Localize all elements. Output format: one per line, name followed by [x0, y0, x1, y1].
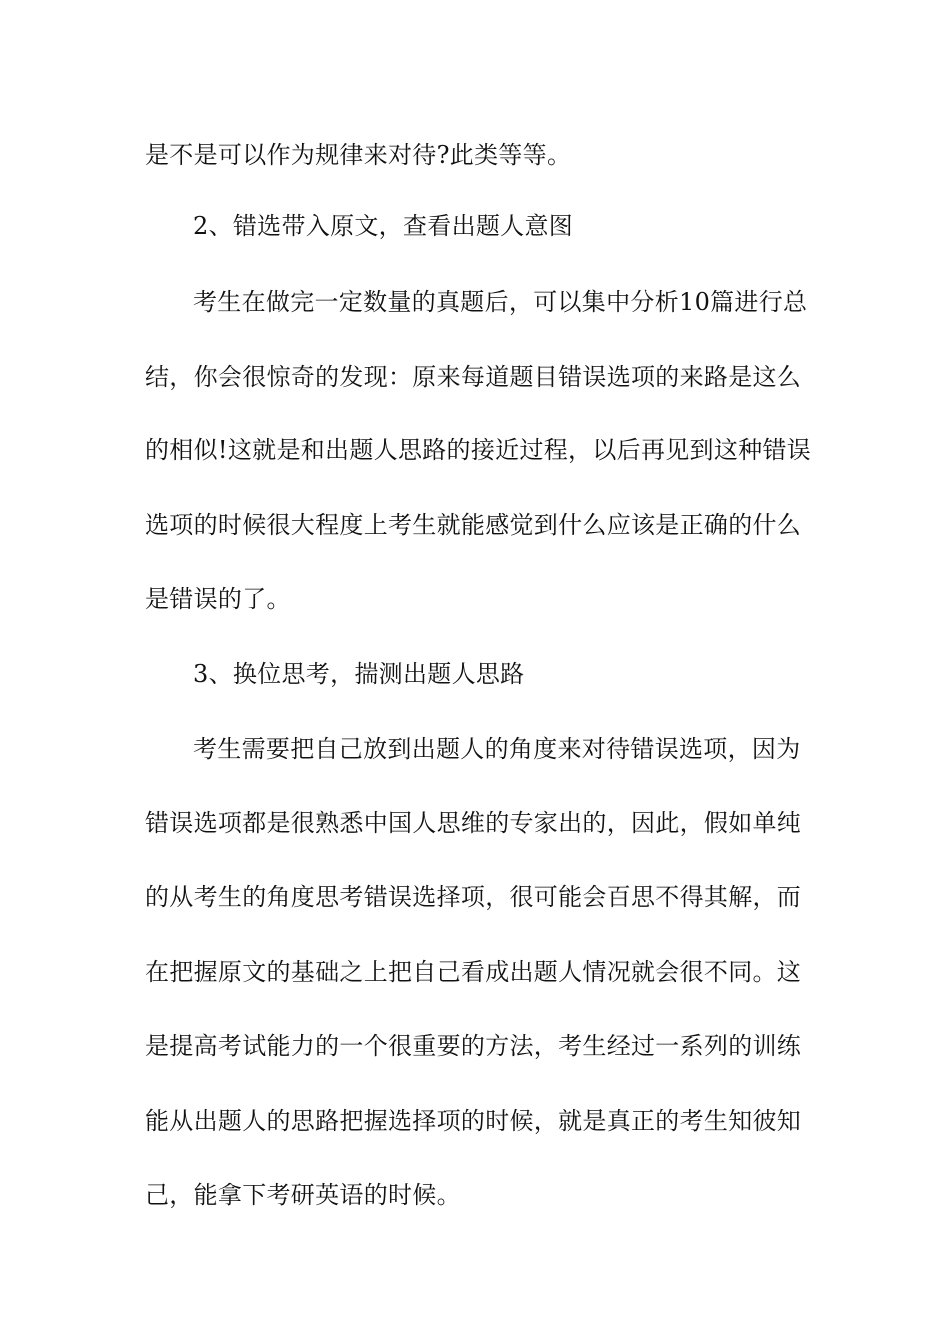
paragraph-line: 错误选项都是很熟悉中国人思维的专家出的，因此，假如单纯 — [145, 809, 802, 837]
paragraph-line: 是不是可以作为规律来对待?此类等等。 — [145, 141, 572, 169]
paragraph-line: 的相似!这就是和出题人思路的接近过程，以后再见到这种错误 — [145, 436, 812, 464]
paragraph-line: 选项的时候很大程度上考生就能感觉到什么应该是正确的什么 — [145, 511, 802, 539]
paragraph-line: 己，能拿下考研英语的时候。 — [145, 1181, 461, 1209]
paragraph-line: 考生在做完一定数量的真题后，可以集中分析10篇进行总 — [193, 288, 808, 316]
paragraph-line: 的从考生的角度思考错误选择项，很可能会百思不得其解，而 — [145, 883, 802, 911]
paragraph-line: 结，你会很惊奇的发现：原来每道题目错误选项的来路是这么 — [145, 363, 802, 391]
paragraph-line: 考生需要把自己放到出题人的角度来对待错误选项，因为 — [193, 735, 801, 763]
paragraph-line: 在把握原文的基础之上把自己看成出题人情况就会很不同。这 — [145, 958, 802, 986]
paragraph-line: 能从出题人的思路把握选择项的时候，就是真正的考生知彼知 — [145, 1107, 802, 1135]
paragraph-line: 是错误的了。 — [145, 585, 291, 613]
paragraph-line: 是提高考试能力的一个很重要的方法，考生经过一系列的训练 — [145, 1032, 802, 1060]
section-heading-2: 2、错选带入原文，查看出题人意图 — [193, 212, 574, 240]
section-heading-3: 3、换位思考，揣测出题人思路 — [193, 660, 525, 688]
